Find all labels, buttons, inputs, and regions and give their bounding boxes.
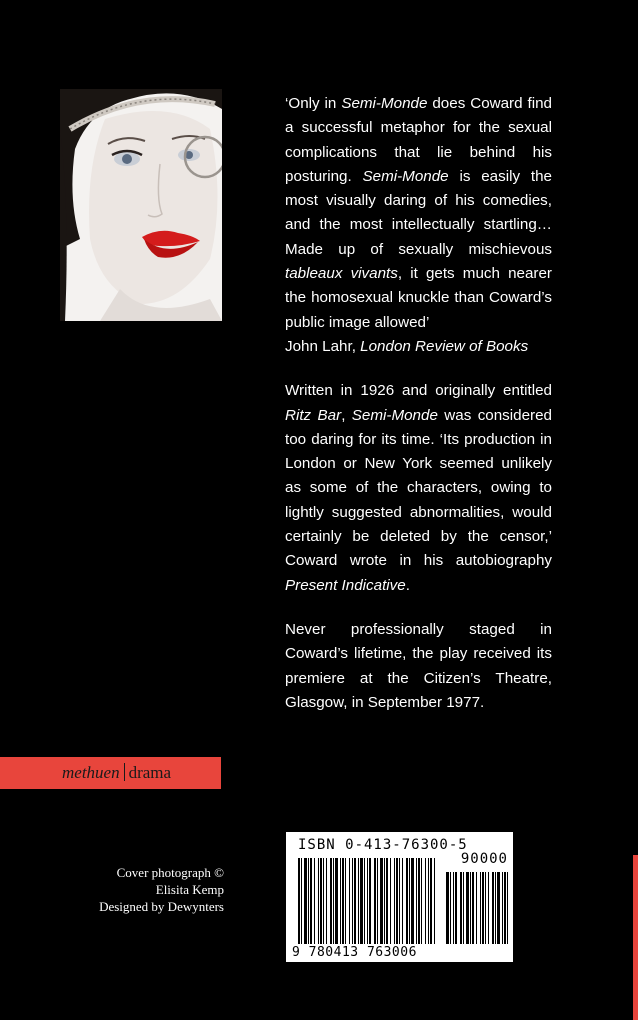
quote-text: , it gets much nearer the homosexual knuckle than Coward’s public image allowed’ <box>285 265 552 331</box>
barcode-bar <box>318 858 319 944</box>
barcode-bar <box>314 858 315 944</box>
barcode-bar <box>470 872 471 944</box>
barcode-bar <box>399 858 400 944</box>
back-cover-blurb <box>285 92 552 735</box>
barcode-bar <box>367 858 368 944</box>
review-quote <box>285 92 552 359</box>
barcode-bar <box>455 872 457 944</box>
barcode-bar <box>428 858 429 944</box>
cover-credits <box>60 864 224 915</box>
barcode-bar <box>507 872 508 944</box>
barcode-bar <box>326 858 327 944</box>
credit-line: Elisita Kemp <box>155 882 224 897</box>
barcode-bar <box>340 858 341 944</box>
attribution-source: London Review of Books <box>360 337 529 355</box>
barcode-bar <box>323 858 324 944</box>
paragraph-text: . <box>405 576 410 594</box>
barcode-bar <box>330 858 332 944</box>
credit-line: Cover photograph © <box>116 865 224 880</box>
barcode-bar <box>421 858 422 944</box>
barcode-bar <box>384 858 385 944</box>
price-code: 90000 <box>460 851 508 867</box>
barcode-bar <box>345 858 346 944</box>
barcode-bar <box>308 858 309 944</box>
barcode-bar <box>335 858 338 944</box>
barcode-bar <box>320 858 322 944</box>
publisher-divider <box>124 763 125 781</box>
barcode-bar <box>409 858 410 944</box>
attribution-name: John Lahr, <box>285 337 361 355</box>
barcode-bar <box>463 872 464 944</box>
barcode-bar <box>488 872 489 944</box>
barcode-bar <box>364 858 365 944</box>
barcode-bar <box>480 872 481 944</box>
barcode-bar <box>406 858 408 944</box>
barcode-bar <box>374 858 376 944</box>
barcode-bar <box>476 872 477 944</box>
barcode-bar <box>301 858 302 944</box>
barcode-bar <box>298 858 300 944</box>
barcode-bar <box>446 872 449 944</box>
ean-text: 9 780413 763006 <box>292 945 417 960</box>
edge-strip <box>633 855 638 1020</box>
barcode-bar <box>495 872 496 944</box>
barcode-bar <box>310 858 312 944</box>
title-italic: Semi-Monde <box>351 406 438 424</box>
title-italic: Ritz Bar <box>285 406 342 424</box>
cover-photo <box>60 89 222 321</box>
barcode-bar <box>434 858 435 944</box>
quote-text: is easily the most visually daring of his comedies, and the most intellectually startling… Made up of sexually mischievous <box>285 167 552 258</box>
premiere-paragraph: Never professionally staged in Coward’s lifetime, the play received its premiere at the Citizen’s Theatre, Glasgow, in September 1977. <box>285 620 552 711</box>
barcode-bar <box>502 872 503 944</box>
barcode-bar <box>453 872 454 944</box>
barcode-bar <box>466 872 469 944</box>
barcode-bar <box>402 858 403 944</box>
barcode-bar <box>411 858 414 944</box>
barcode-bar <box>472 872 474 944</box>
barcode-bar <box>386 858 388 944</box>
publisher-name-right: drama <box>128 763 172 782</box>
barcode-bar <box>394 858 395 944</box>
barcode-bar <box>396 858 398 944</box>
barcode-bar <box>390 858 391 944</box>
paragraph-text: was considered too daring for its time. ‘Its production in London or New York seemed unlikely as some of the characters, owing to lightly suggested abnormalities, would certainly be deleted by the censor,’ Coward wrote in his autobiography <box>285 406 552 570</box>
title-italic: Semi-Monde <box>341 95 428 112</box>
barcode-bar <box>360 858 363 944</box>
quote-text: does Coward find a successful metaphor for the sexual complications that lie behind his posturing. <box>285 95 552 185</box>
publisher-name-left: methuen <box>62 763 120 782</box>
barcode-bar <box>460 872 462 944</box>
barcode-bar <box>349 858 350 944</box>
history-paragraph <box>285 379 552 598</box>
barcode-bar <box>497 872 500 944</box>
publisher-logo <box>62 763 171 783</box>
barcode-bar <box>352 858 353 944</box>
barcode-bar <box>304 858 307 944</box>
paragraph-text: Written in 1926 and originally entitled <box>285 382 552 400</box>
quote-text: ‘Only in <box>285 95 342 112</box>
publisher-bar <box>0 757 221 789</box>
credit-line: Designed by Dewynters <box>99 899 224 914</box>
barcode-bar <box>358 858 359 944</box>
barcode-bars <box>286 832 513 962</box>
barcode-bar <box>485 872 486 944</box>
title-italic: Present Indicative <box>285 576 406 594</box>
barcode-bar <box>377 858 378 944</box>
barcode-bar <box>418 858 420 944</box>
isbn-text: ISBN 0-413-76300-5 <box>298 837 468 853</box>
barcode-bar <box>380 858 383 944</box>
quote-attribution <box>285 338 528 355</box>
paragraph-text: , <box>341 406 352 424</box>
barcode-bar <box>354 858 356 944</box>
barcode-bar <box>416 858 417 944</box>
barcode-bar <box>504 872 506 944</box>
barcode <box>286 832 513 962</box>
barcode-bar <box>369 858 371 944</box>
barcode-bar <box>430 858 432 944</box>
barcode-bar <box>482 872 484 944</box>
title-italic: Semi-Monde <box>362 167 449 185</box>
barcode-bar <box>342 858 344 944</box>
barcode-bar <box>333 858 334 944</box>
barcode-bar <box>425 858 426 944</box>
barcode-bar <box>492 872 494 944</box>
phrase-italic: tableaux vivants <box>285 265 398 283</box>
woman-portrait-icon <box>60 89 222 321</box>
barcode-bar <box>450 872 451 944</box>
